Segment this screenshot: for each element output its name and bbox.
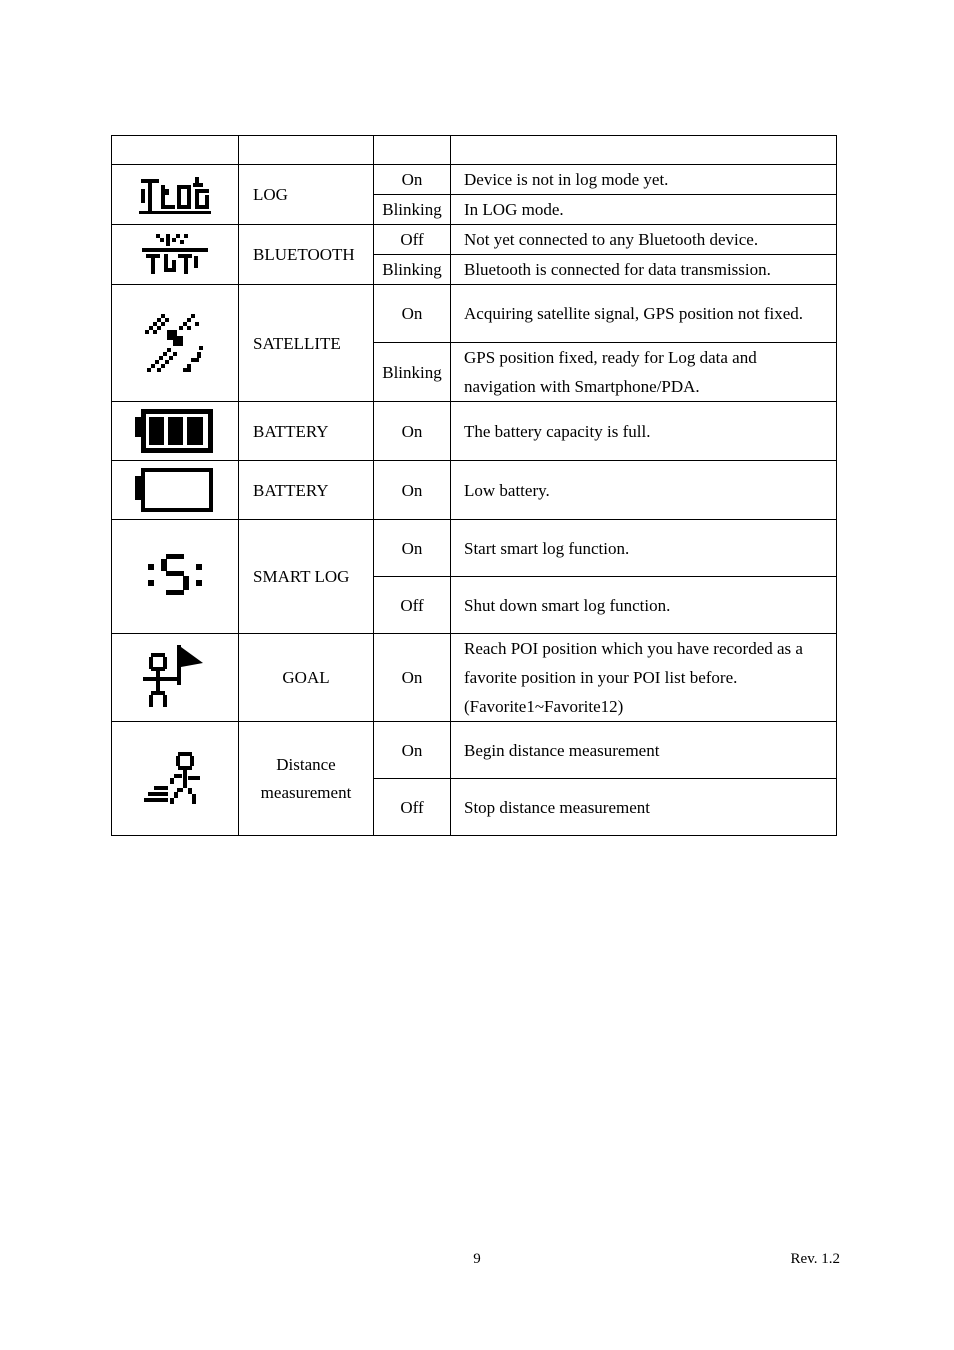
state-label: On (374, 520, 451, 577)
icon-name: SATELLITE (239, 285, 374, 402)
state-label: On (374, 402, 451, 461)
header-cell (239, 136, 374, 165)
icon-name: BATTERY (239, 402, 374, 461)
battery-full-icon-cell (112, 402, 239, 461)
state-label: Off (374, 577, 451, 634)
state-description: Device is not in log mode yet. (451, 165, 837, 195)
state-label: Blinking (374, 343, 451, 402)
satellite-icon-cell (112, 285, 239, 402)
state-label: On (374, 165, 451, 195)
icon-name: SMART LOG (239, 520, 374, 634)
state-description: GPS position fixed, ready for Log data and navigation with Smartphone/PDA. (451, 343, 837, 402)
state-label: Off (374, 225, 451, 255)
state-description: Acquiring satellite signal, GPS position not fixed. (451, 285, 837, 343)
icon-name: BLUETOOTH (239, 225, 374, 285)
state-label: Off (374, 779, 451, 836)
state-label: Blinking (374, 255, 451, 285)
smart-log-icon (146, 552, 204, 602)
revision-label: Rev. 1.2 (790, 1251, 840, 1267)
icon-name: Distance measurement (239, 722, 374, 836)
table-row (112, 402, 837, 461)
bluetooth-icon-cell (112, 225, 239, 285)
state-description: The battery capacity is full. (451, 402, 837, 461)
state-label: On (374, 634, 451, 722)
status-icon-table (111, 135, 837, 836)
state-description: Begin distance measurement (451, 722, 837, 779)
battery-low-icon-cell (112, 461, 239, 520)
log-icon-cell (112, 165, 239, 225)
table-row (112, 461, 837, 520)
state-label: On (374, 461, 451, 520)
distance-icon-cell (112, 722, 239, 836)
state-description: Not yet connected to any Bluetooth device. (451, 225, 837, 255)
state-description: Reach POI position which you have recorded as a favorite position in your POI list before. (Favorite1~Favorite12) (451, 634, 837, 722)
distance-icon (144, 750, 206, 808)
table-row (112, 225, 837, 255)
table-row (112, 722, 837, 779)
bluetooth-icon (142, 232, 208, 278)
page-number: 9 (473, 1251, 481, 1267)
table-header-row (112, 136, 837, 165)
header-cell (374, 136, 451, 165)
icon-name: LOG (239, 165, 374, 225)
smart-log-icon-cell (112, 520, 239, 634)
state-label: On (374, 285, 451, 343)
battery-low-icon (135, 466, 215, 514)
table-row (112, 520, 837, 577)
header-cell (451, 136, 837, 165)
state-description: Start smart log function. (451, 520, 837, 577)
table-row (112, 634, 837, 722)
satellite-icon (143, 312, 207, 374)
goal-icon-cell (112, 634, 239, 722)
goal-icon (143, 645, 207, 711)
icon-name: BATTERY (239, 461, 374, 520)
state-description: Shut down smart log function. (451, 577, 837, 634)
table-row (112, 285, 837, 343)
icon-name: GOAL (239, 634, 374, 722)
state-description: In LOG mode. (451, 195, 837, 225)
header-cell (112, 136, 239, 165)
state-description: Low battery. (451, 461, 837, 520)
state-description: Stop distance measurement (451, 779, 837, 836)
battery-full-icon (135, 407, 215, 455)
state-label: On (374, 722, 451, 779)
state-label: Blinking (374, 195, 451, 225)
table-row (112, 165, 837, 195)
state-description: Bluetooth is connected for data transmission. (451, 255, 837, 285)
log-icon (139, 175, 211, 215)
